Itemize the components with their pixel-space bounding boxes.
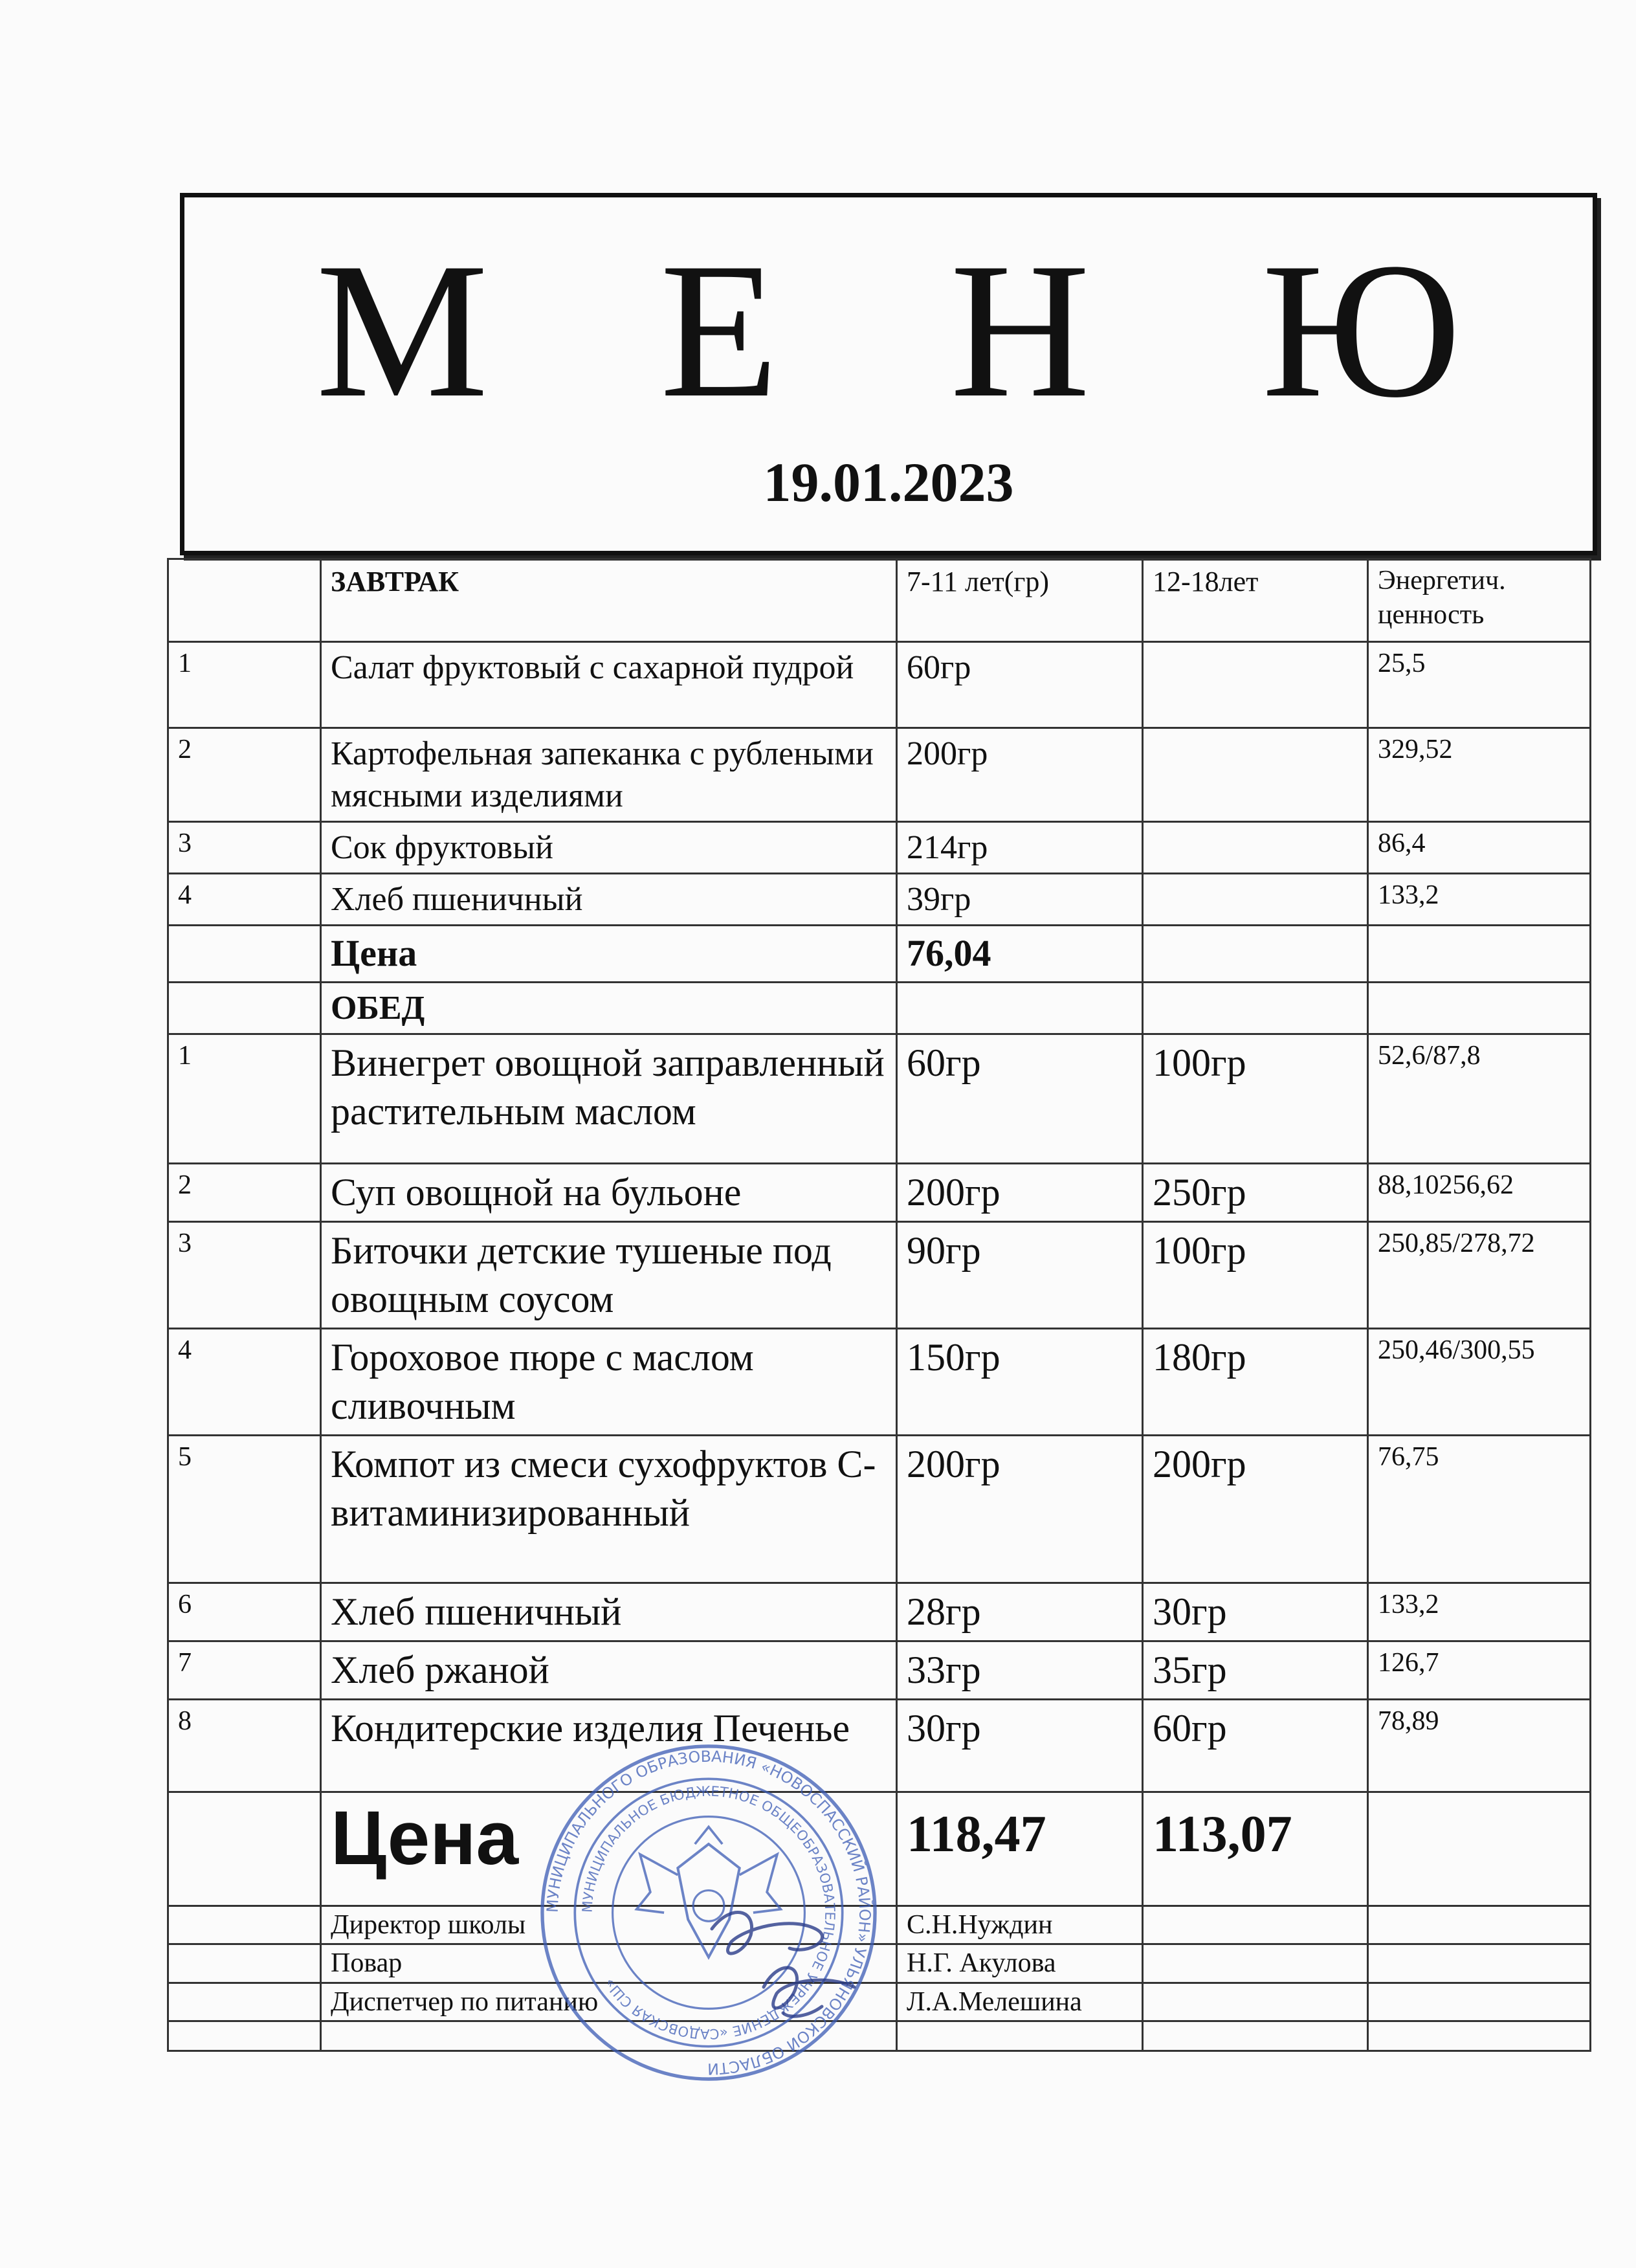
item-portion-7-11: 30гр [897, 1699, 1143, 1792]
item-energy: 86,4 [1368, 822, 1591, 874]
empty-cell [1368, 2021, 1591, 2051]
item-portion-7-11: 200гр [897, 1163, 1143, 1221]
item-portion-7-11: 200гр [897, 1435, 1143, 1583]
signature-row [168, 1944, 1591, 1983]
signature-person: Л.А.Мелешина [897, 1983, 1143, 2021]
empty-cell [1368, 1983, 1591, 2021]
empty-cell [897, 982, 1143, 1034]
item-number: 4 [168, 874, 321, 926]
item-number: 4 [168, 1328, 321, 1435]
table-row [168, 1699, 1591, 1792]
item-name: Сок фруктовый [321, 822, 897, 874]
menu-date: 19.01.2023 [763, 451, 1014, 513]
item-portion-7-11: 60гр [897, 642, 1143, 728]
empty-cell [1143, 1983, 1368, 2021]
table-row [168, 1163, 1591, 1221]
item-portion-7-11: 33гр [897, 1641, 1143, 1699]
item-number: 8 [168, 1699, 321, 1792]
item-portion-7-11: 60гр [897, 1034, 1143, 1163]
empty-cell [1143, 1906, 1368, 1944]
item-name: Хлеб ржаной [321, 1641, 897, 1699]
empty-cell [168, 1906, 321, 1944]
item-number: 5 [168, 1435, 321, 1583]
item-energy: 329,52 [1368, 728, 1591, 822]
item-name: Хлеб пшеничный [321, 1583, 897, 1641]
table-row [168, 1583, 1591, 1641]
breakfast-price-value: 76,04 [897, 926, 1143, 983]
item-portion-12-18 [1143, 874, 1368, 926]
table-row [168, 728, 1591, 822]
header-energy: Энергетич. ценность [1368, 559, 1591, 642]
signature-person: С.Н.Нуждин [897, 1906, 1143, 1944]
empty-cell [1368, 982, 1591, 1034]
item-name: Кондитерские изделия Печенье [321, 1699, 897, 1792]
item-name: Салат фруктовый с сахарной пудрой [321, 642, 897, 728]
empty-cell [1143, 926, 1368, 983]
svg-text:МУНИЦИПАЛЬНОЕ БЮДЖЕТНОЕ ОБЩЕОБ: МУНИЦИПАЛЬНОЕ БЮДЖЕТНОЕ ОБЩЕОБРАЗОВАТЕЛЬНОЕ УЧРЕЖДЕНИЕ «САДОВСКАЯ СШ» [579, 1783, 839, 2043]
item-number: 1 [168, 1034, 321, 1163]
item-energy: 76,75 [1368, 1435, 1591, 1583]
item-name: Картофельная запеканка с рублеными мясными изделиями [321, 728, 897, 822]
item-name: Гороховое пюре с маслом сливочным [321, 1328, 897, 1435]
empty-cell [168, 1983, 321, 2021]
item-portion-7-11: 39гр [897, 874, 1143, 926]
item-number: 3 [168, 1221, 321, 1328]
signature-row [168, 1906, 1591, 1944]
empty-cell [168, 982, 321, 1034]
item-portion-12-18: 100гр [1143, 1221, 1368, 1328]
lunch-price-row [168, 1792, 1591, 1906]
lunch-price-label: Цена [321, 1792, 897, 1906]
item-portion-12-18: 100гр [1143, 1034, 1368, 1163]
lunch-title-row [168, 982, 1591, 1034]
empty-cell [168, 1792, 321, 1906]
empty-cell [1143, 1944, 1368, 1983]
item-portion-12-18 [1143, 822, 1368, 874]
item-name: Компот из смеси сухофруктов С-витаминизированный [321, 1435, 897, 1583]
item-number: 3 [168, 822, 321, 874]
item-portion-12-18: 250гр [1143, 1163, 1368, 1221]
item-energy: 88,10256,62 [1368, 1163, 1591, 1221]
item-energy: 52,6/87,8 [1368, 1034, 1591, 1163]
item-name: Биточки детские тушеные под овощным соусом [321, 1221, 897, 1328]
table-row [168, 1435, 1591, 1583]
empty-cell [1368, 926, 1591, 983]
item-energy: 250,85/278,72 [1368, 1221, 1591, 1328]
item-portion-7-11: 28гр [897, 1583, 1143, 1641]
item-number: 7 [168, 1641, 321, 1699]
empty-cell [897, 2021, 1143, 2051]
table-row [168, 822, 1591, 874]
signature-row [168, 1983, 1591, 2021]
table-row [168, 1221, 1591, 1328]
table-row [168, 642, 1591, 728]
item-portion-12-18: 30гр [1143, 1583, 1368, 1641]
item-number: 6 [168, 1583, 321, 1641]
empty-cell [168, 2021, 321, 2051]
item-energy: 250,46/300,55 [1368, 1328, 1591, 1435]
breakfast-price-label: Цена [321, 926, 897, 983]
item-portion-12-18 [1143, 728, 1368, 822]
menu-title-box [180, 193, 1597, 555]
menu-title: М Е Н Ю [316, 223, 1523, 438]
item-portion-12-18 [1143, 642, 1368, 728]
empty-cell [1368, 1792, 1591, 1906]
item-portion-7-11: 90гр [897, 1221, 1143, 1328]
item-energy: 78,89 [1368, 1699, 1591, 1792]
item-number: 2 [168, 1163, 321, 1221]
empty-cell [1143, 982, 1368, 1034]
item-portion-12-18: 180гр [1143, 1328, 1368, 1435]
table-row [168, 874, 1591, 926]
breakfast-section-title: ЗАВТРАК [321, 559, 897, 642]
empty-cell [1143, 2021, 1368, 2051]
signature-role: Диспетчер по питанию [321, 1983, 897, 2021]
item-energy: 133,2 [1368, 1583, 1591, 1641]
signature-role: Директор школы [321, 1906, 897, 1944]
item-number: 2 [168, 728, 321, 822]
empty-cell [168, 1944, 321, 1983]
empty-row [168, 2021, 1591, 2051]
header-age1: 7-11 лет(гр) [897, 559, 1143, 642]
signature-person: Н.Г. Акулова [897, 1944, 1143, 1983]
table-row [168, 1034, 1591, 1163]
lunch-section-title: ОБЕД [321, 982, 897, 1034]
item-portion-7-11: 150гр [897, 1328, 1143, 1435]
empty-cell [168, 926, 321, 983]
header-row [168, 559, 1591, 642]
item-portion-12-18: 35гр [1143, 1641, 1368, 1699]
signature-role: Повар [321, 1944, 897, 1983]
svg-text:МУНИЦИПАЛЬНОГО ОБРАЗОВАНИЯ «НО: МУНИЦИПАЛЬНОГО ОБРАЗОВАНИЯ «НОВОСПАССКИЙ РАЙОН» УЛЬЯНОВСКОЙ ОБЛАСТИ [543, 1747, 874, 2078]
item-energy: 126,7 [1368, 1641, 1591, 1699]
table-row [168, 1641, 1591, 1699]
empty-cell [1368, 1944, 1591, 1983]
empty-cell [1368, 1906, 1591, 1944]
item-name: Суп овощной на бульоне [321, 1163, 897, 1221]
item-energy: 25,5 [1368, 642, 1591, 728]
empty-cell [321, 2021, 897, 2051]
header-num-cell [168, 559, 321, 642]
item-number: 1 [168, 642, 321, 728]
breakfast-price-row [168, 926, 1591, 983]
lunch-price-12-18: 113,07 [1143, 1792, 1368, 1906]
item-name: Хлеб пшеничный [321, 874, 897, 926]
item-energy: 133,2 [1368, 874, 1591, 926]
item-portion-7-11: 214гр [897, 822, 1143, 874]
item-portion-12-18: 60гр [1143, 1699, 1368, 1792]
menu-table [167, 558, 1591, 2052]
item-portion-7-11: 200гр [897, 728, 1143, 822]
header-age2: 12-18лет [1143, 559, 1368, 642]
lunch-price-7-11: 118,47 [897, 1792, 1143, 1906]
item-portion-12-18: 200гр [1143, 1435, 1368, 1583]
table-row [168, 1328, 1591, 1435]
item-name: Винегрет овощной заправленный растительным маслом [321, 1034, 897, 1163]
